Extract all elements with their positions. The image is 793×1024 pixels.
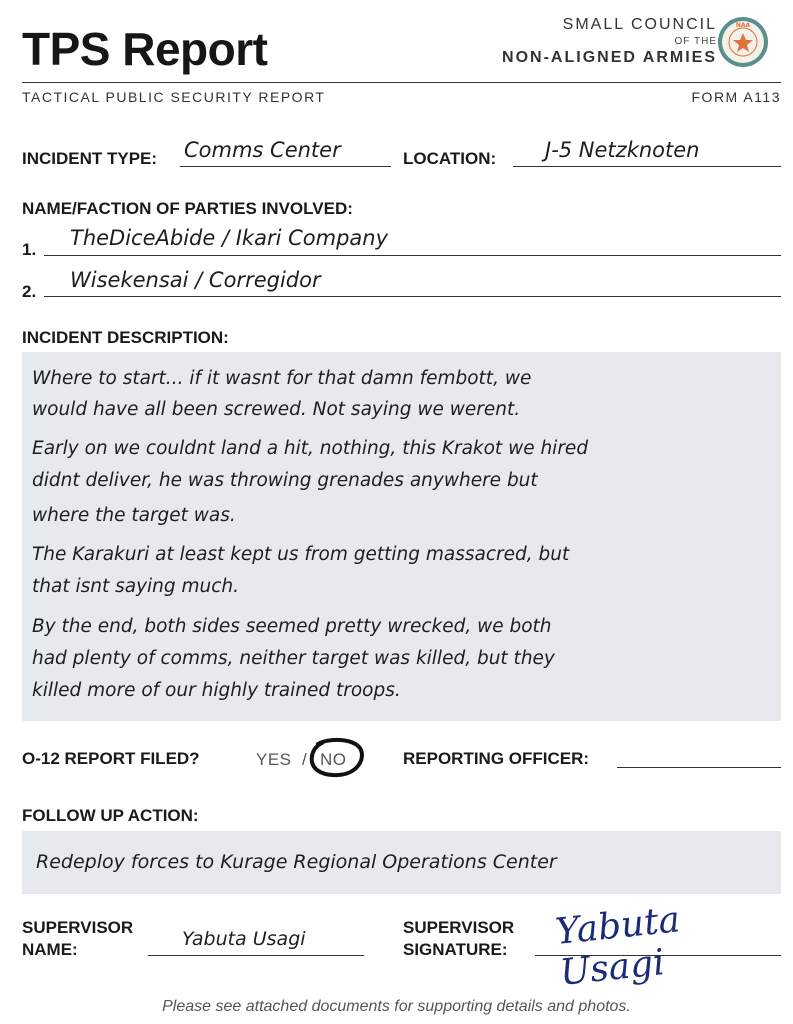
parties-label: NAME/FACTION OF PARTIES INVOLVED: (22, 199, 353, 218)
description-line: By the end, both sides seemed pretty wrecked, we both (32, 616, 552, 637)
footer-note: Please see attached documents for supporting details and photos. (162, 998, 631, 1015)
location-value[interactable]: J-5 Netzknoten (545, 138, 700, 162)
incident-type-label: INCIDENT TYPE: (22, 149, 158, 168)
report-subtitle: TACTICAL PUBLIC SECURITY REPORT (22, 89, 326, 105)
supervisor-name-label (22, 917, 133, 961)
party-1-line (44, 255, 781, 256)
o12-yes-option[interactable]: YES (256, 750, 292, 769)
description-line: had plenty of comms, neither target was killed, but they (32, 648, 555, 669)
location-label: LOCATION: (403, 149, 497, 168)
page-title: TPS Report (22, 23, 268, 75)
supervisor-signature-line (535, 955, 781, 956)
seal-text: NAA (735, 22, 751, 29)
o12-no-option[interactable]: NO (320, 750, 347, 769)
council-line-3: NON-ALIGNED ARMIES (502, 49, 717, 66)
supervisor-signature-label-line-2: SIGNATURE: (403, 940, 508, 959)
description-line: Where to start... if it wasnt for that damn fembott, we (32, 368, 532, 389)
supervisor-name-label-line-1: SUPERVISOR (22, 918, 134, 937)
council-line-1: SMALL COUNCIL (562, 16, 717, 33)
description-line: would have all been screwed. Not saying we werent. (32, 399, 521, 420)
description-line: killed more of our highly trained troops. (32, 680, 401, 701)
location-line (513, 166, 781, 167)
description-line: didnt deliver, he was throwing grenades anywhere but (32, 470, 538, 491)
council-name (502, 16, 717, 67)
description-line: where the target was. (32, 505, 236, 526)
supervisor-signature-label (403, 917, 514, 961)
party-1-number: 1. (22, 240, 37, 259)
party-1-value[interactable]: TheDiceAbide / Ikari Company (70, 226, 389, 250)
supervisor-signature-label-line-1: SUPERVISOR (403, 918, 515, 937)
description-line: The Karakuri at least kept us from getting massacred, but (32, 544, 570, 565)
reporting-officer-label: REPORTING OFFICER: (403, 749, 590, 768)
o12-slash: / (302, 750, 308, 769)
description-line: Early on we couldnt land a hit, nothing, this Krakot we hired (32, 438, 589, 459)
party-2-value[interactable]: Wisekensai / Corregidor (70, 268, 321, 292)
description-line: that isnt saying much. (32, 576, 240, 597)
reporting-officer-line (617, 767, 781, 768)
header-divider (22, 82, 781, 83)
selected-circle-icon (306, 736, 366, 780)
supervisor-name-value[interactable]: Yabuta Usagi (182, 928, 306, 950)
form-number: FORM A113 (691, 89, 781, 105)
incident-type-value[interactable]: Comms Center (184, 138, 341, 162)
incident-type-line (180, 166, 391, 167)
council-line-2: OF THE (674, 36, 717, 47)
council-seal-icon (717, 16, 769, 68)
supervisor-name-line (148, 955, 364, 956)
supervisor-signature[interactable]: Yabuta Usagi (553, 899, 682, 994)
description-label: INCIDENT DESCRIPTION: (22, 328, 229, 347)
followup-label: FOLLOW UP ACTION: (22, 806, 199, 825)
supervisor-name-label-line-2: NAME: (22, 940, 78, 959)
o12-label: O-12 REPORT FILED? (22, 749, 200, 768)
party-2-line (44, 296, 781, 297)
followup-box[interactable] (22, 831, 781, 894)
followup-value: Redeploy forces to Kurage Regional Operations Center (36, 851, 557, 873)
party-2-number: 2. (22, 282, 37, 301)
description-box[interactable] (22, 352, 781, 721)
